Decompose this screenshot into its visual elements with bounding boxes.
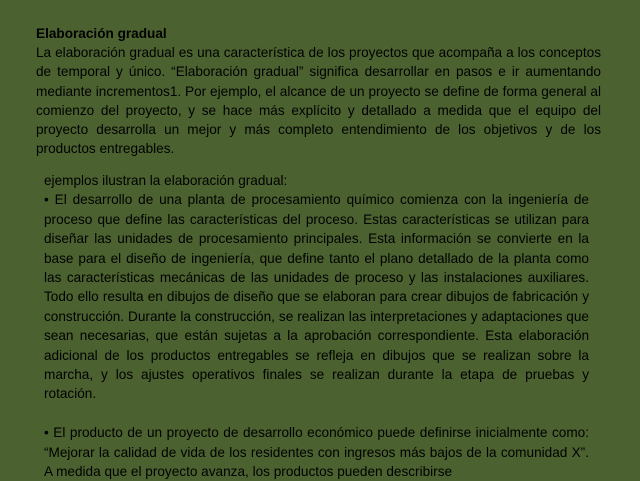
examples-text-block (44, 171, 589, 481)
paragraph-spacer (44, 404, 589, 423)
intro-text-block (36, 24, 601, 158)
bullet-chemical-plant: • El desarrollo de una planta de procesamiento químico comienza con la ingeniería de proceso que define las características del proceso. Estas características se utilizan para diseñar las unidades de procesamiento principales. Esta información se convierte en la base para el diseño de ingeniería, que define tanto el plano detallado de la planta como las características mecánicas de las unidades de proceso y las instalaciones auxiliares. Todo ello resulta en dibujos de diseño que se elaboran para crear dibujos de fabricación y construcción. Durante la construcción, se realizan las interpretaciones y adaptaciones que sean necesarias, que están sujetas a la aprobación correspondiente. Esta elaboración adicional de los productos entregables se refleja en dibujos que se realizan sobre la marcha, y los ajustes operativos finales se realizan durante la etapa de pruebas y rotación. (44, 192, 589, 402)
slide-heading: Elaboración gradual (36, 26, 167, 41)
intro-paragraph: La elaboración gradual es una característica de los proyectos que acompaña a los conceptos de temporal y único. “Elaboración gradual” significa desarrollar en pasos e ir aumentando mediante incrementos1. Por ejemplo, el alcance de un proyecto se define de forma general al comienzo del proyecto, y se hace más explícito y detallado a medida que el equipo del proyecto desarrolla un mejor y más completo entendimiento de los objetivos y de los productos entregables. (36, 45, 601, 157)
bullet-economic-development: • El producto de un proyecto de desarrollo económico puede definirse inicialmente como: “Mejorar la calidad de vida de los residentes con ingresos más bajos de la comunidad X”. A medida que el proyecto avanza, los productos pueden describirse (44, 425, 589, 480)
examples-lead: ejemplos ilustran la elaboración gradual: (44, 173, 288, 188)
